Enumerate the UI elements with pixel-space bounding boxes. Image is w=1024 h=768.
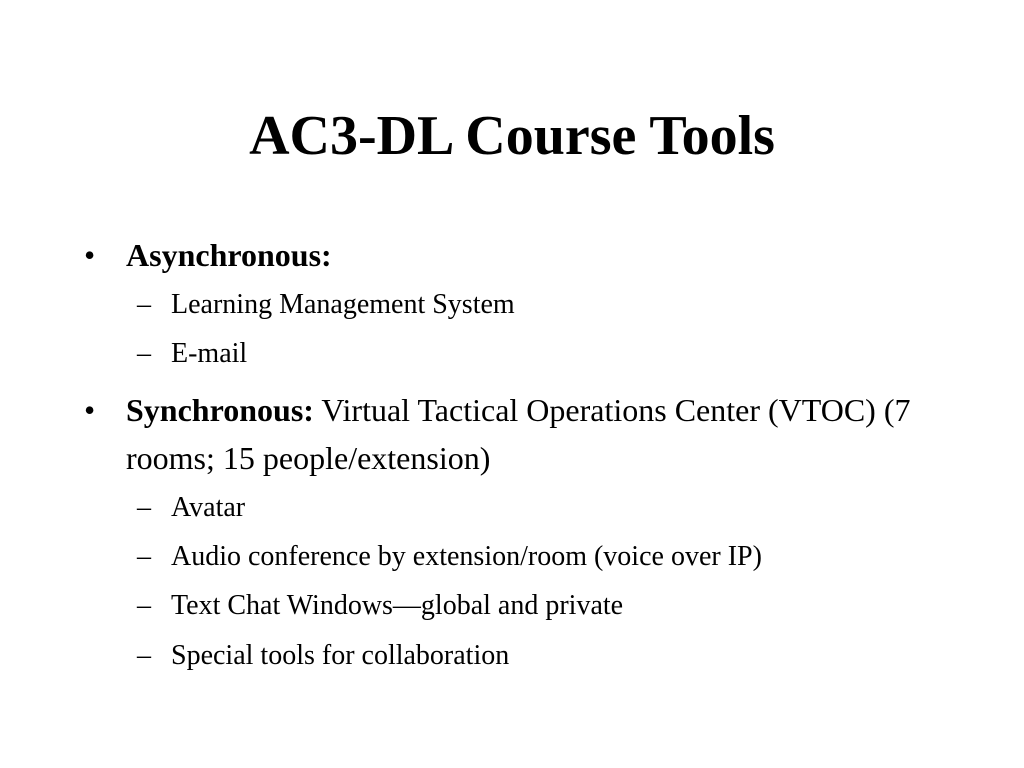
bullet-text: Virtual Tactical Operations Center (VTOC) (7 rooms; 15 people/extension) bbox=[126, 392, 911, 476]
dash-icon: – bbox=[137, 590, 151, 621]
subitem-text: E-mail bbox=[171, 338, 248, 369]
subitem-text: Avatar bbox=[171, 492, 246, 523]
bullet-heading: Asynchronous: bbox=[126, 237, 332, 273]
subitem-text: Text Chat Windows—global and private bbox=[171, 590, 624, 621]
bullet-item-asynchronous bbox=[84, 231, 946, 279]
dash-icon: – bbox=[137, 338, 151, 369]
subitem-text: Special tools for collaboration bbox=[171, 640, 510, 671]
slide-title: AC3-DL Course Tools bbox=[249, 105, 775, 167]
dash-icon: – bbox=[137, 640, 151, 671]
subitem-text: Learning Management System bbox=[171, 289, 515, 320]
bullet-item-synchronous bbox=[84, 386, 946, 482]
subitem-audio-conference bbox=[137, 540, 762, 574]
dash-icon: – bbox=[137, 492, 151, 523]
subitem-text-chat bbox=[137, 589, 624, 623]
bullet-icon: • bbox=[84, 237, 96, 273]
subitem-learning-management-system bbox=[137, 288, 515, 322]
subitem-avatar bbox=[137, 491, 246, 525]
dash-icon: – bbox=[137, 289, 151, 320]
subitem-special-tools bbox=[137, 639, 510, 673]
subitem-text: Audio conference by extension/room (voice over IP) bbox=[171, 541, 762, 572]
bullet-heading: Synchronous: bbox=[126, 392, 314, 428]
subitem-email bbox=[137, 337, 248, 371]
bullet-icon: • bbox=[84, 392, 96, 428]
dash-icon: – bbox=[137, 541, 151, 572]
